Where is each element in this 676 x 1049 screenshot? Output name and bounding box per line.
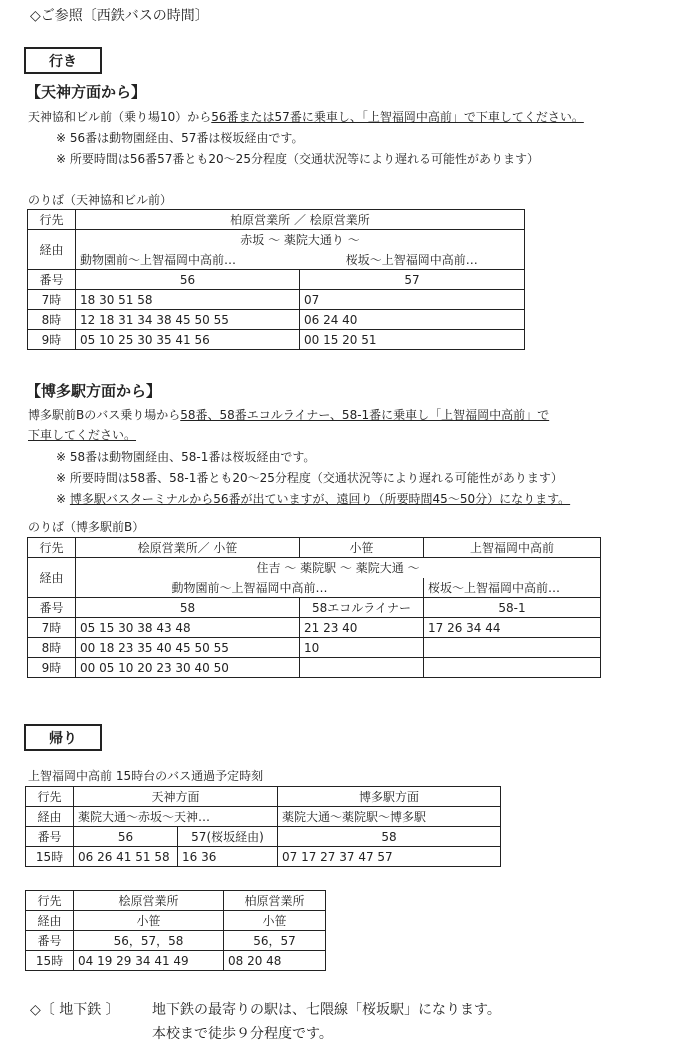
via-header: 経由 [26, 807, 74, 827]
return-times-56: 06 26 41 51 58 [74, 847, 178, 867]
dest-header: 行先 [26, 891, 74, 911]
hakata-stop-label: のりば（博多駅前B） [28, 520, 145, 534]
tenjin-destination: 柏原営業所 ／ 桧原営業所 [76, 210, 525, 230]
times-56: 05 10 25 30 35 41 56 [76, 330, 300, 350]
return-route-58: 58 [278, 827, 501, 847]
tenjin-heading: 【天神方面から】 [26, 83, 147, 101]
tenjin-desc-stop: 天神協和ビル前（乗り場10）から [28, 110, 212, 124]
hakata-description-1 [28, 406, 549, 423]
table-row [28, 658, 601, 678]
return2-times-2: 08 20 48 [224, 951, 326, 971]
return2-via-1: 小笹 [74, 911, 224, 931]
return-dest-tenjin: 天神方面 [74, 787, 278, 807]
times-57: 06 24 40 [300, 310, 525, 330]
tenjin-stop-label: のりば（天神協和ビル前） [28, 193, 173, 207]
return-via-hakata: 薬院大通〜薬院駅〜博多駅 [278, 807, 501, 827]
hakata-note-1: ※ 58番は動物園経由、58-1番は桜坂経由です。 [56, 450, 316, 464]
hour-cell: 7時 [28, 618, 76, 638]
hakata-timetable [27, 537, 601, 678]
return-dest-hakata: 博多駅方面 [278, 787, 501, 807]
return-times-58: 07 17 27 37 47 57 [278, 847, 501, 867]
hakata-heading: 【博多駅方面から】 [26, 382, 162, 400]
return2-via-2: 小笹 [224, 911, 326, 931]
hakata-note-3 [56, 490, 570, 507]
tenjin-desc-route: 56番または57番に乗車し、「上智福岡中高前」で下車してください。 [211, 110, 584, 124]
route-58-1: 58-1 [424, 598, 601, 618]
return2-routes-1: 56，57，58 [74, 931, 224, 951]
times-58-ecol: 10 [300, 638, 424, 658]
times-58-1 [424, 658, 601, 678]
subway-line-2: 本校まで徒歩９分程度です。 [152, 1026, 333, 1042]
route-57: 57 [300, 270, 525, 290]
return-route-57: 57(桜坂経由) [178, 827, 278, 847]
times-58-1 [424, 638, 601, 658]
hour-cell: 9時 [28, 658, 76, 678]
return-timetable-1 [25, 786, 501, 867]
tenjin-note-1: ※ 56番は動物園経由、57番は桜坂経由です。 [56, 131, 304, 145]
reference-title: ◇ご参照〔西鉄バスの時間〕 [30, 8, 209, 24]
times-57: 07 [300, 290, 525, 310]
tenjin-note-2: ※ 所要時間は56番57番とも20〜25分程度（交通状況等により遅れる可能性があります） [56, 152, 539, 166]
return2-routes-2: 56，57 [224, 931, 326, 951]
return2-dest-2: 柏原営業所 [224, 891, 326, 911]
number-header: 番号 [26, 827, 74, 847]
dest-header: 行先 [26, 787, 74, 807]
via-header: 経由 [26, 911, 74, 931]
times-58-ecol: 21 23 40 [300, 618, 424, 638]
route-58: 58 [76, 598, 300, 618]
hakata-dest-1: 桧原営業所／ 小笹 [76, 538, 300, 558]
tenjin-via-57: 桜坂〜上智福岡中高前… [300, 250, 525, 270]
times-56: 12 18 31 34 38 45 50 55 [76, 310, 300, 330]
times-58: 00 05 10 20 23 30 40 50 [76, 658, 300, 678]
table-row [28, 330, 525, 350]
table-row [26, 847, 501, 867]
table-row [28, 618, 601, 638]
tenjin-description [28, 108, 584, 125]
hour-cell: 15時 [26, 847, 74, 867]
times-57: 00 15 20 51 [300, 330, 525, 350]
return-caption: 上智福岡中高前 15時台のバス通過予定時刻 [28, 769, 264, 783]
hakata-note-3-mark: ※ [56, 492, 70, 506]
hakata-dest-2: 小笹 [300, 538, 424, 558]
table-row [28, 638, 601, 658]
hakata-via-a: 動物園前〜上智福岡中高前… [76, 578, 424, 598]
tenjin-via-common: 赤坂 〜 薬院大通り 〜 [76, 230, 525, 250]
return2-dest-1: 桧原営業所 [74, 891, 224, 911]
tenjin-via-56: 動物園前〜上智福岡中高前… [76, 250, 300, 270]
hakata-via-common: 住吉 〜 薬院駅 〜 薬院大通 〜 [76, 558, 601, 578]
tenjin-timetable [27, 209, 525, 350]
times-58: 00 18 23 35 40 45 50 55 [76, 638, 300, 658]
subway-label: ◇〔 地下鉄 〕 [30, 1002, 120, 1018]
hakata-note-2: ※ 所要時間は58番、58-1番とも20〜25分程度（交通状況等により遅れる可能性があります） [56, 471, 563, 485]
times-58-ecol [300, 658, 424, 678]
table-row [28, 310, 525, 330]
hour-cell: 8時 [28, 638, 76, 658]
hour-cell: 8時 [28, 310, 76, 330]
return-times-57: 16 36 [178, 847, 278, 867]
hakata-desc-stop: 博多駅前Bのバス乗り場から [28, 408, 181, 422]
hour-cell: 15時 [26, 951, 74, 971]
return-route-56: 56 [74, 827, 178, 847]
table-row [26, 951, 326, 971]
dest-header: 行先 [28, 538, 76, 558]
hour-cell: 9時 [28, 330, 76, 350]
number-header: 番号 [28, 598, 76, 618]
hakata-note-3-text: 博多駅バスターミナルから56番が出ていますが、遠回り（所要時間45〜50分）になります。 [69, 492, 571, 506]
times-58-1: 17 26 34 44 [424, 618, 601, 638]
via-header: 経由 [28, 230, 76, 270]
return-label: 帰り [24, 724, 102, 751]
hakata-via-b: 桜坂〜上智福岡中高前… [424, 578, 601, 598]
number-header: 番号 [26, 931, 74, 951]
times-56: 18 30 51 58 [76, 290, 300, 310]
route-58-ecol: 58エコルライナー [300, 598, 424, 618]
via-header: 経由 [28, 558, 76, 598]
return-timetable-2 [25, 890, 326, 971]
dest-header: 行先 [28, 210, 76, 230]
outbound-label: 行き [24, 47, 102, 74]
hakata-dest-3: 上智福岡中高前 [424, 538, 601, 558]
return-via-tenjin: 薬院大通〜赤坂〜天神… [74, 807, 278, 827]
hakata-description-2: 下車してください。 [28, 428, 137, 442]
route-56: 56 [76, 270, 300, 290]
table-row [28, 290, 525, 310]
hour-cell: 7時 [28, 290, 76, 310]
number-header: 番号 [28, 270, 76, 290]
return2-times-1: 04 19 29 34 41 49 [74, 951, 224, 971]
times-58: 05 15 30 38 43 48 [76, 618, 300, 638]
subway-line-1: 地下鉄の最寄りの駅は、七隈線「桜坂駅」になります。 [152, 1002, 501, 1018]
hakata-desc-route: 58番、58番エコルライナー、58-1番に乗車し「上智福岡中高前」で [180, 408, 550, 422]
